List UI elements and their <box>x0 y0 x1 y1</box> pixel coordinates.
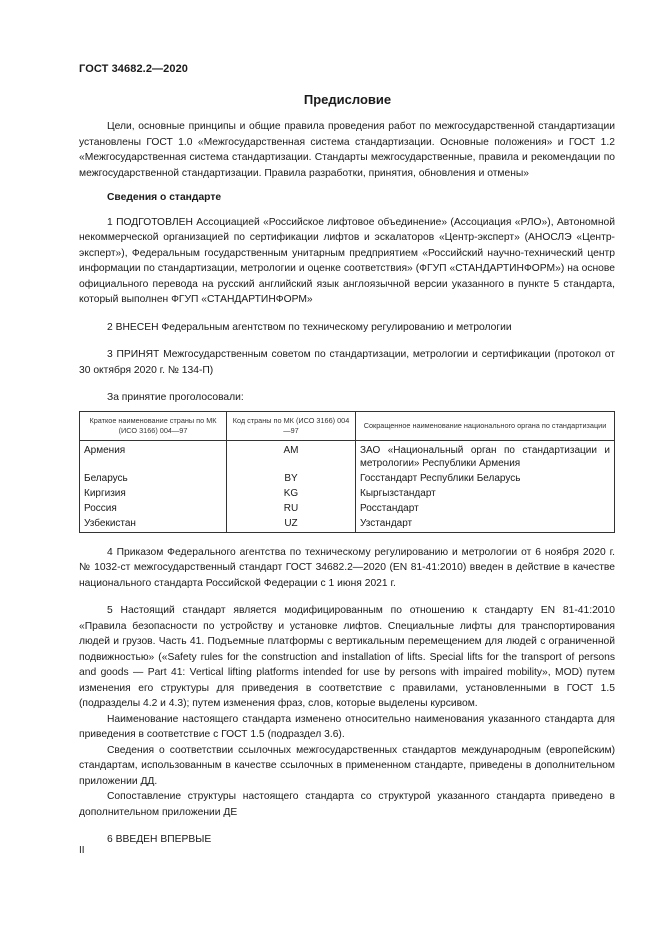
cell-code: UZ <box>227 516 356 533</box>
table-row <box>80 471 615 486</box>
cell-country: Армения <box>80 440 227 471</box>
header-country: Краткое наименование страны по МК (ИСО 3166) 004—97 <box>80 411 227 440</box>
item-5-paragraph-3: Сведения о соответствии ссылочных межгосударственных стандартов международным (европейским) стандартам, использованным в качестве ссылочных в примененном стандарте, приведены в дополнительном приложении ДД. <box>79 744 615 787</box>
item-5: 5 Настоящий стандарт является модифицированным по отношению к стандарту EN 81-41:2010 «Правила безопасности по устройству и установке лифтов. Специальные лифты для транспортирования людей и грузов. Часть 41. Подъемные платформы с вертикальным перемещением для людей с ограниченной подвижностью» («Safety rules for the construction and installation of lifts. Special lifts for the transport of persons and goods — Part 41: Vertical lifting platforms intended for use by persons with impaired mobility», MOD) путем изменения его структуры для приведения в соответствие с правилами, установленными в ГОСТ 1.5 (подразделы 4.2 и 4.3); путем изменения фраз, слов, которые выделены курсивом. <box>79 605 615 709</box>
document-number: ГОСТ 34682.2—2020 <box>79 63 189 75</box>
header-code: Код страны по МК (ИСО 3166) 004—97 <box>227 411 356 440</box>
cell-code: RU <box>227 501 356 516</box>
item-6: 6 ВВЕДЕН ВПЕРВЫЕ <box>107 834 212 845</box>
item-5-paragraph-4: Сопоставление структуры настоящего стандарта со структурой указанного стандарта приведено в дополнительном приложении ДЕ <box>79 791 615 818</box>
cell-country: Киргизия <box>80 486 227 501</box>
votes-table <box>79 411 615 533</box>
cell-code: KG <box>227 486 356 501</box>
cell-body: Госстандарт Республики Беларусь <box>356 471 615 486</box>
cell-body: Кыргызстандарт <box>356 486 615 501</box>
cell-body: Узстандарт <box>356 516 615 533</box>
cell-country: Россия <box>80 501 227 516</box>
item-1: 1 ПОДГОТОВЛЕН Ассоциацией «Российское лифтовое объединение» (Ассоциация «РЛО»), Автономной некоммерческой организацией по сертификации лифтов и эскалаторов «Центр-эксперт» (АНОСЛЭ «Центр-эксперт»), Федеральным государственным унитарным предприятием «Российский научно-технический центр информации по стандартизации, метрологии и оценке соответствия» (ФГУП «СТАНДАРТИНФОРМ») на основе официального перевода на русский английский язык англоязычной версии указанного в пункте 5 стандарта, который выполнен ФГУП «СТАНДАРТИНФОРМ» <box>79 216 615 305</box>
header-body: Сокращенное наименование национального органа по стандартизации <box>356 411 615 440</box>
cell-body: Росстандарт <box>356 501 615 516</box>
table-header-row <box>80 411 615 440</box>
cell-country: Узбекистан <box>80 516 227 533</box>
intro-paragraph: Цели, основные принципы и общие правила проведения работ по межгосударственной стандартизации установлены ГОСТ 1.0 «Межгосударственная система стандартизации. Основные положения» и ГОСТ 1.2 «Межгосударственная система стандартизации. Стандарты межгосударственные, правила и рекомендации по межгосударственной стандартизации. Правила разработки, принятия, обновления и отмены» <box>79 121 615 179</box>
cell-code: AM <box>227 440 356 471</box>
document-body <box>79 119 615 848</box>
section-title: Предисловие <box>303 92 392 107</box>
table-row <box>80 501 615 516</box>
subheading: Сведения о стандарте <box>107 192 222 203</box>
table-row <box>80 516 615 533</box>
item-5-paragraph-2: Наименование настоящего стандарта изменено относительно наименования указанного стандарта для приведения в соответствие с ГОСТ 1.5 (подраздел 3.6). <box>79 713 615 740</box>
cell-body: ЗАО «Национальный орган по стандартизации и метрологии» Республики Армения <box>356 440 615 471</box>
item-2: 2 ВНЕСЕН Федеральным агентством по техническому регулированию и метрологии <box>107 321 512 333</box>
cell-country: Беларусь <box>80 471 227 486</box>
page-number: II <box>79 845 85 856</box>
item-3: 3 ПРИНЯТ Межгосударственным советом по стандартизации, метрологии и сертификации (протокол от 30 октября 2020 г. № 134-П) <box>79 349 615 376</box>
cell-code: BY <box>227 471 356 486</box>
table-row <box>80 486 615 501</box>
votes-label: За принятие проголосовали: <box>107 392 244 403</box>
item-4: 4 Приказом Федерального агентства по техническому регулированию и метрологии от 6 ноября 2020 г. № 1032-ст межгосударственный стандарт ГОСТ 34682.2—2020 (EN 81-41:2010) введен в действие в качестве национального стандарта Российской Федерации с 1 июня 2021 г. <box>79 546 615 589</box>
table-row <box>80 440 615 471</box>
